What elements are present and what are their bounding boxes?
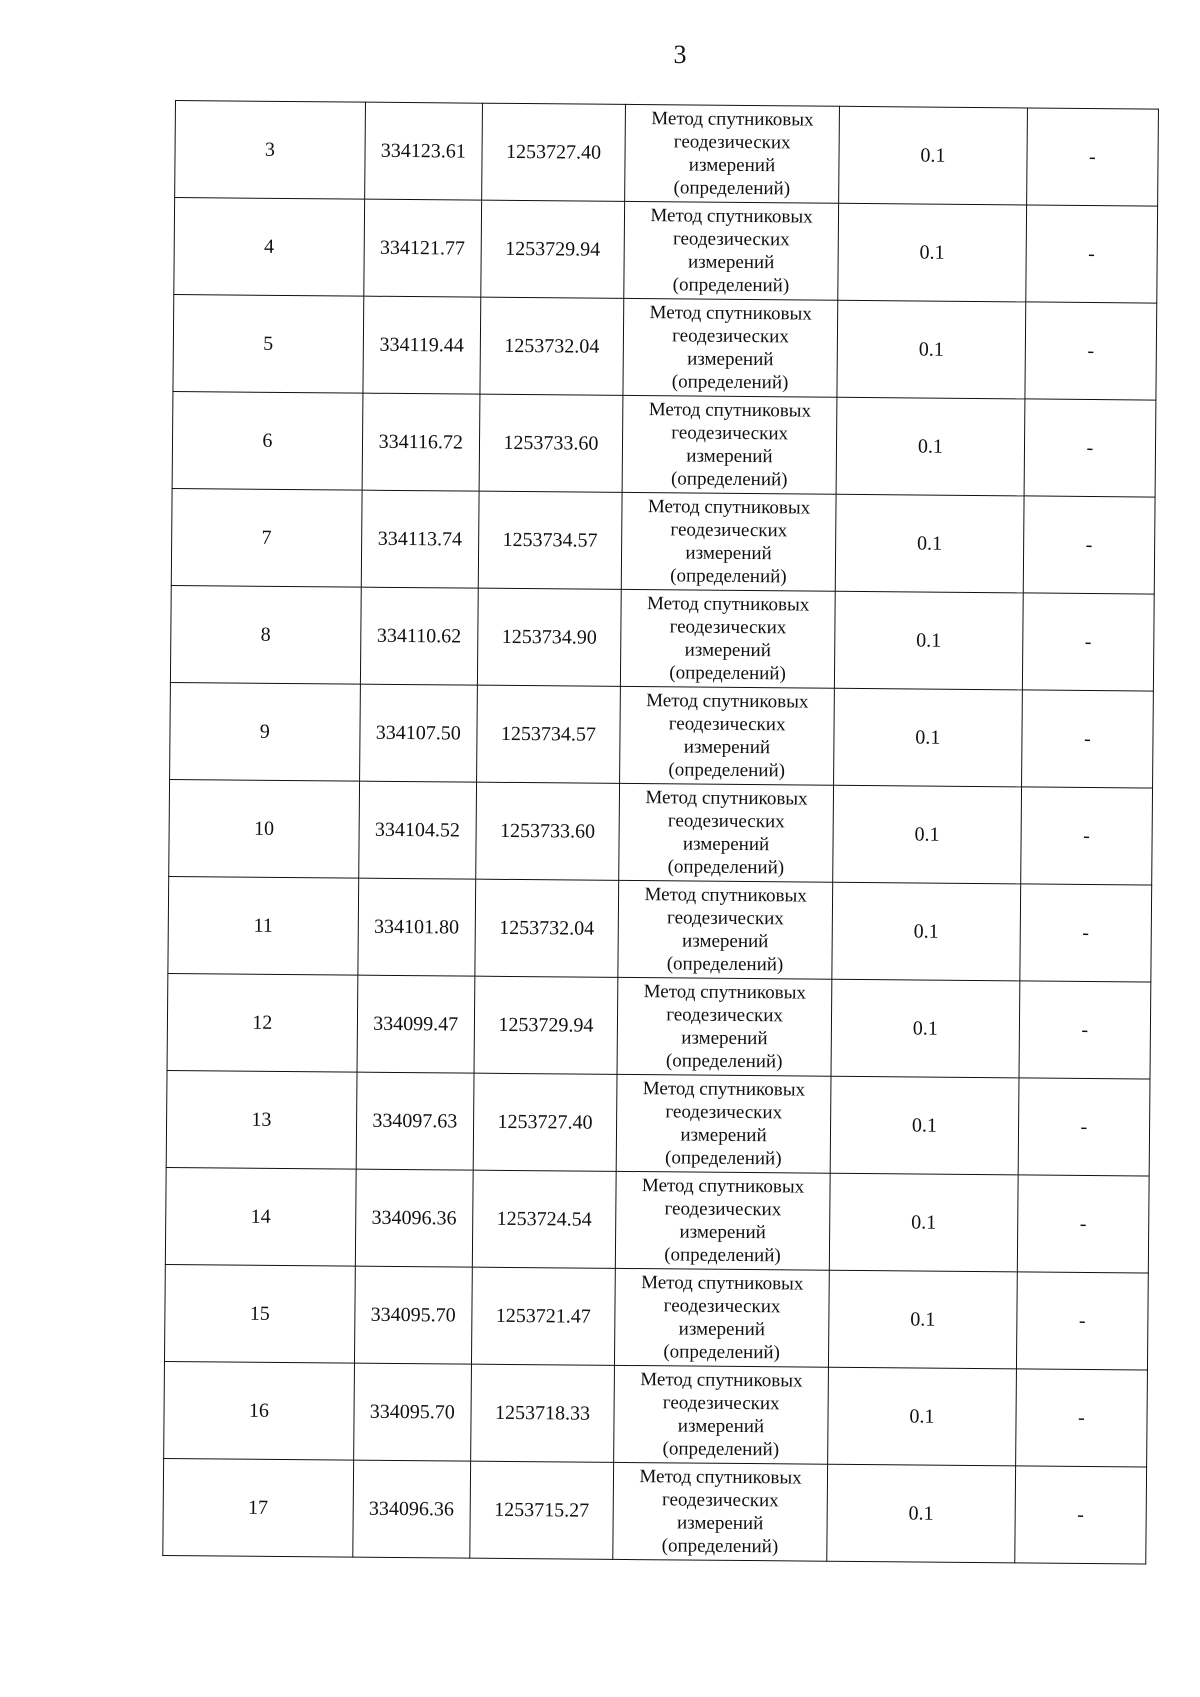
method-line: измерений [682, 833, 770, 856]
x-coordinate-cell: 334097.63 [356, 1072, 474, 1170]
point-number-cell: 15 [164, 1264, 355, 1363]
method-line: геодезических [667, 810, 785, 833]
y-coordinate-cell: 1253727.40 [473, 1073, 617, 1171]
accuracy-cell: 0.1 [838, 203, 1027, 302]
method-line: Метод спутниковых [647, 496, 811, 519]
point-number-cell: 13 [166, 1070, 357, 1169]
note-cell: - [1024, 399, 1156, 497]
method-line: (определений) [673, 177, 791, 200]
note-cell: - [1025, 302, 1157, 400]
y-coordinate-cell: 1253732.04 [475, 879, 619, 977]
method-cell [616, 1074, 831, 1173]
x-coordinate-cell: 334121.77 [364, 199, 482, 297]
method-line: (определений) [667, 856, 785, 879]
x-coordinate-cell: 334110.62 [360, 587, 478, 685]
method-cell [624, 201, 839, 300]
method-line: (определений) [661, 1535, 779, 1558]
method-line: (определений) [665, 1050, 783, 1073]
method-line: геодезических [666, 1004, 784, 1027]
x-coordinate-cell: 334119.44 [363, 296, 481, 394]
method-cell [622, 395, 837, 494]
point-number-cell: 3 [175, 101, 366, 200]
table-row [170, 682, 1154, 788]
table-row [170, 585, 1154, 691]
method-line: измерений [681, 930, 769, 953]
table-row [173, 294, 1157, 400]
method-line: измерений [677, 1415, 765, 1438]
note-cell: - [1016, 1272, 1148, 1370]
method-line: (определений) [670, 565, 787, 588]
accuracy-cell: 0.1 [834, 688, 1023, 787]
x-coordinate-cell: 334096.36 [355, 1169, 473, 1267]
method-line: Метод спутниковых [645, 787, 808, 810]
method-line: геодезических [671, 422, 789, 445]
method-line: измерений [684, 639, 772, 662]
method-line: измерений [687, 348, 774, 371]
y-coordinate-cell: 1253734.57 [476, 685, 620, 783]
method-line: геодезических [663, 1295, 781, 1318]
point-number-cell: 17 [163, 1458, 354, 1557]
accuracy-cell: 0.1 [833, 785, 1022, 884]
method-line: измерений [681, 1027, 768, 1050]
method-line: Метод спутниковых [642, 1078, 806, 1101]
note-cell: - [1020, 884, 1152, 982]
x-coordinate-cell: 334116.72 [362, 393, 480, 491]
method-line: (определений) [670, 468, 788, 491]
point-number-cell: 6 [172, 391, 363, 490]
y-coordinate-cell: 1253727.40 [481, 103, 625, 201]
method-cell [620, 589, 835, 688]
x-coordinate-cell: 334095.70 [353, 1363, 471, 1461]
method-line: (определений) [672, 274, 790, 297]
accuracy-cell: 0.1 [830, 1076, 1019, 1175]
method-line: геодезических [669, 616, 787, 639]
point-number-cell: 10 [169, 779, 360, 878]
point-number-cell: 4 [174, 198, 365, 297]
method-cell [625, 104, 840, 203]
note-cell: - [1017, 1175, 1149, 1273]
method-line: измерений [683, 736, 771, 759]
note-cell: - [1023, 496, 1155, 594]
method-line: геодезических [666, 907, 784, 930]
method-line: Метод спутниковых [646, 690, 809, 713]
method-line: Метод спутниковых [649, 302, 812, 325]
method-line: геодезических [661, 1489, 779, 1512]
method-line: (определений) [666, 953, 784, 976]
method-line: геодезических [673, 131, 791, 154]
point-number-cell: 7 [171, 488, 362, 587]
method-line: измерений [687, 251, 775, 274]
method-line: Метод спутниковых [646, 593, 810, 616]
method-line: Метод спутниковых [651, 108, 814, 131]
method-cell [619, 783, 834, 882]
method-line: измерений [678, 1318, 766, 1341]
method-cell [621, 492, 836, 591]
method-line: геодезических [662, 1392, 780, 1415]
table-row [166, 1070, 1150, 1176]
note-cell: - [1026, 205, 1158, 303]
method-cell [617, 977, 832, 1076]
accuracy-cell: 0.1 [837, 300, 1026, 399]
method-line: измерений [680, 1124, 767, 1147]
method-line: геодезических [672, 325, 789, 348]
x-coordinate-cell: 334107.50 [359, 684, 477, 782]
table-row [165, 1167, 1149, 1273]
method-line: геодезических [672, 228, 790, 251]
method-line: (определений) [671, 371, 789, 394]
method-line: геодезических [665, 1101, 783, 1124]
table-row [175, 101, 1159, 207]
method-line: геодезических [668, 713, 786, 736]
y-coordinate-cell: 1253732.04 [480, 297, 624, 395]
accuracy-cell: 0.1 [828, 1367, 1017, 1466]
point-number-cell: 9 [170, 682, 361, 781]
method-line: Метод спутниковых [644, 884, 807, 907]
note-cell: - [1022, 593, 1154, 691]
y-coordinate-cell: 1253721.47 [471, 1267, 615, 1365]
table-row [169, 779, 1153, 885]
method-line: Метод спутниковых [650, 205, 813, 228]
point-number-cell: 5 [173, 294, 364, 393]
table-row [168, 876, 1152, 982]
accuracy-cell: 0.1 [831, 979, 1020, 1078]
table-row [167, 973, 1151, 1079]
accuracy-cell: 0.1 [829, 1173, 1018, 1272]
x-coordinate-cell: 334099.47 [357, 975, 475, 1073]
method-line: геодезических [664, 1198, 782, 1221]
method-line: (определений) [663, 1341, 781, 1364]
y-coordinate-cell: 1253715.27 [470, 1461, 614, 1559]
page-number: 3 [673, 40, 687, 69]
accuracy-cell: 0.1 [829, 1270, 1018, 1369]
method-cell [618, 880, 833, 979]
x-coordinate-cell: 334123.61 [364, 102, 482, 200]
table-row [171, 488, 1155, 594]
y-coordinate-cell: 1253729.94 [481, 200, 625, 298]
coordinates-table [162, 100, 1159, 1565]
method-line: (определений) [669, 662, 786, 685]
method-cell [615, 1171, 830, 1270]
table-row [163, 1458, 1147, 1564]
y-coordinate-cell: 1253734.90 [477, 588, 621, 686]
method-cell [614, 1365, 829, 1464]
point-number-cell: 8 [170, 585, 361, 684]
x-coordinate-cell: 334101.80 [358, 878, 476, 976]
method-line: Метод спутниковых [641, 1175, 805, 1198]
method-line: измерений [688, 154, 776, 177]
y-coordinate-cell: 1253734.57 [478, 491, 622, 589]
method-line: геодезических [670, 519, 788, 542]
point-number-cell: 11 [168, 876, 359, 975]
accuracy-cell: 0.1 [827, 1464, 1016, 1563]
table-row [164, 1361, 1148, 1467]
method-line: Метод спутниковых [641, 1272, 804, 1295]
method-line: Метод спутниковых [648, 399, 812, 422]
method-line: измерений [686, 445, 773, 468]
note-cell: - [1020, 787, 1152, 885]
method-cell [613, 1462, 828, 1561]
method-line: (определений) [668, 759, 786, 782]
method-line: измерений [679, 1221, 766, 1244]
method-line: (определений) [664, 1147, 782, 1170]
x-coordinate-cell: 334104.52 [358, 781, 476, 879]
note-cell: - [1015, 1369, 1147, 1467]
method-line: (определений) [662, 1438, 780, 1461]
table-row [174, 198, 1158, 304]
point-number-cell: 14 [165, 1167, 356, 1266]
method-line: Метод спутниковых [640, 1369, 803, 1392]
method-line: Метод спутниковых [639, 1466, 802, 1489]
note-cell: - [1026, 108, 1158, 206]
table-row [164, 1264, 1148, 1370]
method-cell [620, 686, 835, 785]
point-number-cell: 16 [164, 1361, 355, 1460]
note-cell: - [1018, 1078, 1150, 1176]
x-coordinate-cell: 334095.70 [354, 1266, 472, 1364]
y-coordinate-cell: 1253718.33 [470, 1364, 614, 1462]
y-coordinate-cell: 1253729.94 [474, 976, 618, 1074]
x-coordinate-cell: 334096.36 [353, 1460, 471, 1558]
accuracy-cell: 0.1 [834, 591, 1023, 690]
method-line: Метод спутниковых [643, 981, 807, 1004]
note-cell: - [1015, 1466, 1147, 1564]
accuracy-cell: 0.1 [836, 397, 1025, 496]
method-line: измерений [676, 1512, 764, 1535]
y-coordinate-cell: 1253733.60 [476, 782, 620, 880]
method-cell [623, 298, 838, 397]
method-line: измерений [685, 542, 772, 565]
accuracy-cell: 0.1 [839, 106, 1028, 205]
accuracy-cell: 0.1 [832, 882, 1021, 981]
method-cell [615, 1268, 830, 1367]
x-coordinate-cell: 334113.74 [361, 490, 479, 588]
y-coordinate-cell: 1253724.54 [472, 1170, 616, 1268]
point-number-cell: 12 [167, 973, 358, 1072]
method-line: (определений) [664, 1244, 781, 1267]
note-cell: - [1021, 690, 1153, 788]
accuracy-cell: 0.1 [835, 494, 1024, 593]
table-body [163, 101, 1159, 1565]
y-coordinate-cell: 1253733.60 [479, 394, 623, 492]
table-row [172, 391, 1156, 497]
note-cell: - [1019, 981, 1151, 1079]
